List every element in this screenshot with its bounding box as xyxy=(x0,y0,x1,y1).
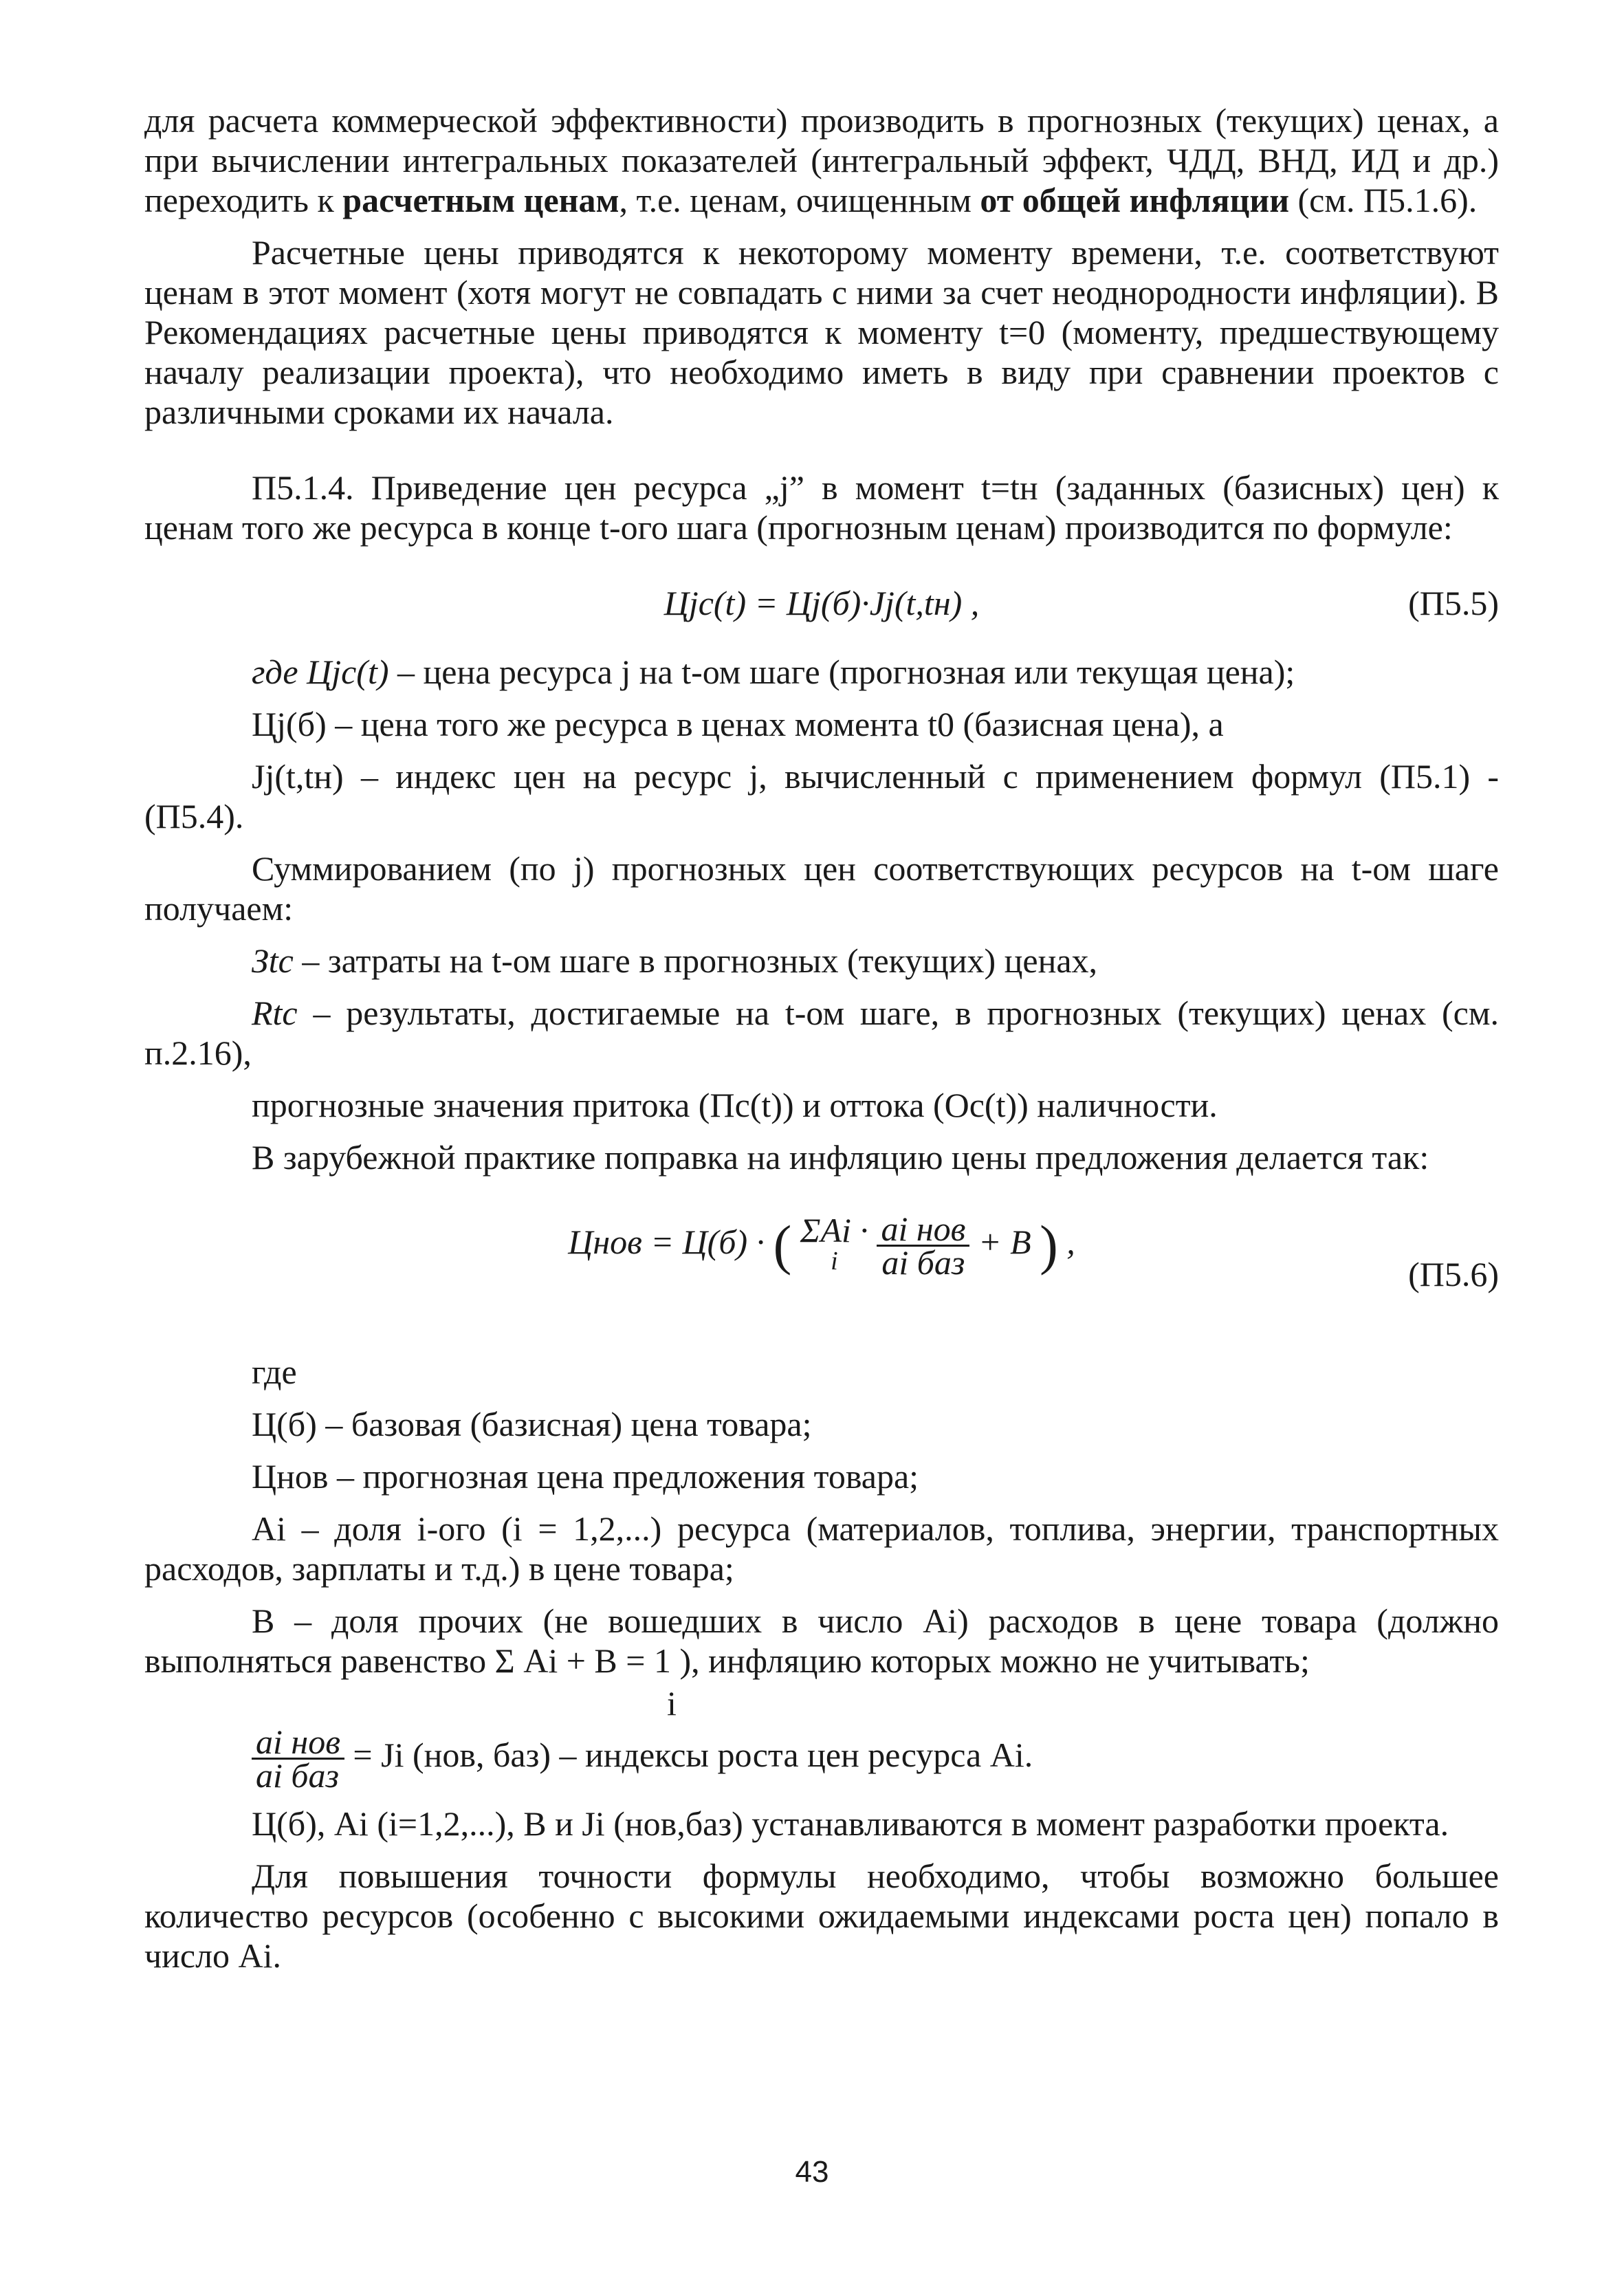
formula-lhs: Цнов = Ц(б) · xyxy=(568,1222,765,1261)
def-4: В – доля прочих (не вошедших в число Ai) расходов в цене товара (должно выполняться равенство Σ Ai + B = 1 ), инфляцию которых можно не учитывать; xyxy=(144,1601,1499,1680)
paragraph-4: Суммированием (по j) прогнозных цен соответствующих ресурсов на t-ом шаге получаем: xyxy=(144,849,1499,928)
formula-lhs: Цjc(t) xyxy=(663,584,747,622)
sum-text: ΣAi · xyxy=(800,1211,868,1249)
formula-body xyxy=(144,1210,1499,1282)
results-text: – результаты, достигаемые на t-ом шаге, в прогнозных (текущих) ценах (см. п.2.16), xyxy=(144,994,1499,1072)
formula-comma: , xyxy=(1066,1222,1075,1261)
paragraph-6: Ц(б), Ai (i=1,2,...), В и Ji (нов,баз) устанавливаются в момент разработки проекта. xyxy=(252,1804,1449,1843)
fraction xyxy=(877,1210,969,1282)
close-paren: ) xyxy=(1040,1215,1058,1276)
costs-text: – затраты на t-ом шаге в прогнозных (текущих) ценах, xyxy=(293,941,1098,980)
def-3: Ai – доля i-ого (i = 1,2,...) ресурса (материалов, топлива, энергии, транспортных расходов, зарплаты и т.д.) в цене товара; xyxy=(144,1509,1499,1588)
paragraph-3: П5.1.4. Приведение цен ресурса „j” в момент t=tн (заданных (базисных) цен) к ценам того же ресурса в конце t-ого шага (прогнозным ценам) производится по формуле: xyxy=(144,468,1499,547)
formula-tail: + B xyxy=(978,1222,1031,1261)
def-4-sum-index: i xyxy=(667,1684,677,1723)
where-term: Цj(б) xyxy=(252,705,327,743)
flows-line: прогнозные значения притока (Пc(t)) и оттока (Оc(t)) наличности. xyxy=(252,1086,1218,1124)
paragraph-7: Для повышения точности формулы необходимо, чтобы возможно большее количество ресурсов (особенно с высокими ожидаемыми индексами роста цен) попало в число Ai. xyxy=(144,1857,1499,1975)
sum-term xyxy=(800,1213,868,1275)
formula-p5-6 xyxy=(144,1210,1499,1316)
results-term: Rtc xyxy=(252,994,298,1032)
def-5-text: = Ji (нов, баз) – индексы роста цен ресурса Ai. xyxy=(353,1735,1033,1774)
paragraph-1 xyxy=(144,100,1499,220)
p1-a: для расчета коммерческой эффективности) производить в прогнозных (текущих) ценах, а при вычислении интегральных показателей (интегральный эффект, ЧДД, ВНД, ИД и др.) переходить к xyxy=(144,101,1499,219)
def-2: Цнов – прогнозная цена предложения товара; xyxy=(252,1457,919,1496)
costs-term: Зtc xyxy=(252,941,294,980)
formula-rhs: = Цj(б)·Jj(t,tн) , xyxy=(754,584,980,622)
formula-body xyxy=(144,583,1499,623)
where-text: – цена ресурса j на t-ом шаге (прогнозная или текущая цена); xyxy=(388,653,1295,691)
where-1 xyxy=(144,652,1499,692)
where-2 xyxy=(144,704,1499,744)
formula-p5-5 xyxy=(144,583,1499,652)
fraction-denominator: ai баз xyxy=(881,1243,965,1282)
formula-number: (П5.6) xyxy=(1408,1255,1499,1293)
open-paren: ( xyxy=(773,1215,792,1276)
p1-d: (см. П5.1.6). xyxy=(1289,181,1478,219)
paragraph-5: В зарубежной практике поправка на инфляцию цены предложения делается так: xyxy=(252,1138,1429,1177)
paragraph-2: Расчетные цены приводятся к некоторому моменту времени, т.е. соответствуют ценам в этот момент (хотя могут не совпадать с ними за счет неоднородности инфляции). В Рекомендациях расчетные цены приводятся к моменту t=0 (моменту, предшествующему началу реализации проекта), что необходимо иметь в виду при сравнении проектов с различными сроками их начала. xyxy=(144,233,1499,431)
results-line xyxy=(144,993,1499,1073)
p1-c: , т.е. ценам, очищенным xyxy=(619,181,980,219)
sum-index: i xyxy=(831,1247,838,1276)
fraction-numerator: ai нов xyxy=(252,1726,344,1760)
bold-term: от общей инфляции xyxy=(980,181,1290,219)
def-1: Ц(б) – базовая (базисная) цена товара; xyxy=(252,1405,812,1443)
where-heading: где xyxy=(252,1353,297,1391)
where-text: – индекс цен на ресурс j, вычисленный с применением формул (П5.1) - (П5.4). xyxy=(144,757,1499,835)
where-text: – цена того же ресурса в ценах момента t0 (базисная цена), а xyxy=(326,705,1224,743)
def-5 xyxy=(144,1723,1499,1795)
bold-term: расчетным ценам xyxy=(342,181,619,219)
formula-number: (П5.5) xyxy=(1408,584,1499,622)
body-text xyxy=(144,100,1499,1976)
page-number: 43 xyxy=(795,2155,829,2189)
where-term: где Цjc(t) xyxy=(252,653,389,691)
where-term: Jj(t,tн) xyxy=(252,757,344,796)
costs-line xyxy=(144,941,1499,981)
fraction-denominator: ai баз xyxy=(256,1756,340,1795)
where-3 xyxy=(144,756,1499,836)
fraction-numerator: ai нов xyxy=(877,1213,969,1247)
index-fraction xyxy=(252,1723,344,1795)
